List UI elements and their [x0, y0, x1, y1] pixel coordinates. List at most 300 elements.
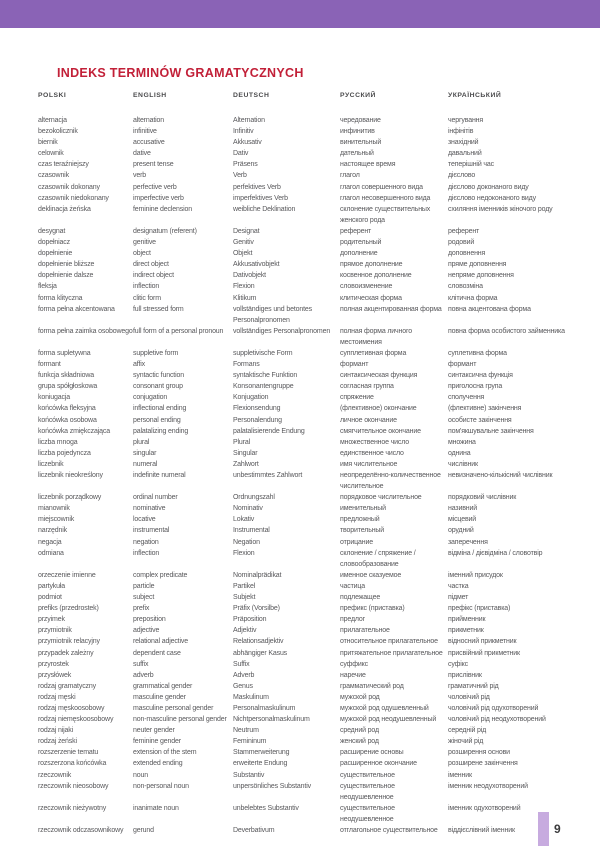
- cell-de: Flexion: [233, 549, 255, 557]
- cell-pl: czasownik dokonany: [38, 183, 100, 191]
- cell-ru: глагол: [340, 172, 360, 180]
- table-row: [38, 492, 578, 503]
- table-row: [38, 304, 578, 326]
- cell-uk: іменник одухотворений: [448, 804, 521, 812]
- cell-de: perfektives Verb: [233, 183, 281, 191]
- cell-de: vollständiges Personalpronomen: [233, 327, 331, 335]
- cell-pl: formant: [38, 361, 61, 369]
- cell-pl: partykuła: [38, 582, 66, 590]
- cell-uk: суфікс: [448, 660, 468, 668]
- column-header-english: ENGLISH: [133, 92, 167, 99]
- cell-uk: знахідний: [448, 139, 479, 147]
- cell-pl: dopełnienie dalsze: [38, 272, 94, 280]
- cell-pl: przymiotnik: [38, 627, 72, 635]
- table-row: [38, 137, 578, 148]
- cell-en: masculine gender: [133, 693, 186, 701]
- cell-ru: подлежащее: [340, 594, 381, 602]
- cell-de: Formans: [233, 361, 260, 369]
- cell-de: Objekt: [233, 250, 253, 258]
- cell-pl: narzędnik: [38, 527, 68, 535]
- cell-pl: rodzaj żeński: [38, 738, 77, 746]
- cell-ru: имя числительное: [340, 460, 398, 468]
- table-row: [38, 259, 578, 270]
- cell-en: personal ending: [133, 416, 181, 424]
- table-row: [38, 237, 578, 248]
- table-row: [38, 159, 578, 170]
- cell-pl: przyrostek: [38, 660, 69, 668]
- cell-ru: наречие: [340, 671, 366, 679]
- cell-ru: существительное неодушевленное: [340, 782, 395, 801]
- cell-uk: числівник: [448, 460, 478, 468]
- cell-uk: заперечення: [448, 538, 488, 546]
- cell-en: palatalizing ending: [133, 427, 189, 435]
- cell-ru: дополнение: [340, 250, 378, 258]
- cell-uk: відміна / дієвідміна / словотвір: [448, 549, 543, 557]
- cell-en: adverb: [133, 671, 154, 679]
- cell-en: negation: [133, 538, 159, 546]
- grammar-terms-index-table: [38, 92, 578, 836]
- cell-pl: rodzaj nijaki: [38, 727, 74, 735]
- cell-de: Personalmaskulinum: [233, 704, 296, 712]
- cell-en: instrumental: [133, 527, 170, 535]
- cell-uk: прийменник: [448, 616, 486, 624]
- cell-en: complex predicate: [133, 571, 188, 579]
- cell-ru: клитическая форма: [340, 294, 402, 302]
- cell-pl: grupa spółgłoskowa: [38, 383, 98, 391]
- cell-en: conjugation: [133, 394, 168, 402]
- cell-pl: liczba mnoga: [38, 438, 78, 446]
- cell-uk: повна форма особистого займенника: [448, 327, 565, 335]
- cell-ru: творительный: [340, 527, 385, 535]
- cell-de: Relationsadjektiv: [233, 638, 284, 646]
- cell-de: Suffix: [233, 660, 250, 668]
- cell-en: suppletive form: [133, 349, 179, 357]
- cell-pl: liczebnik nieokreślony: [38, 472, 103, 479]
- table-row: [38, 503, 578, 514]
- cell-pl: rodzaj gramatyczny: [38, 682, 96, 690]
- table-row: [38, 403, 578, 414]
- column-header-ukrainian: УКРАЇНСЬКИЙ: [448, 92, 502, 99]
- cell-ru: прямое дополнение: [340, 261, 403, 269]
- table-row: [38, 747, 578, 758]
- cell-en: inanimate noun: [133, 804, 179, 812]
- table-row: [38, 636, 578, 647]
- cell-uk: повна акцентована форма: [448, 305, 531, 313]
- cell-ru: глагол совершенного вида: [340, 183, 423, 191]
- cell-en: masculine personal gender: [133, 704, 214, 712]
- cell-ru: смягчительное окончание: [340, 427, 421, 435]
- cell-uk: відносний прикметник: [448, 638, 517, 646]
- table-row: [38, 370, 578, 381]
- cell-pl: forma supletywna: [38, 349, 91, 357]
- cell-uk: іменник: [448, 771, 472, 779]
- top-purple-bar: [0, 0, 600, 28]
- cell-pl: czas teraźniejszy: [38, 161, 89, 169]
- cell-en: full form of a personal pronoun: [133, 327, 224, 335]
- cell-en: non-personal noun: [133, 782, 189, 790]
- cell-pl: przysłówek: [38, 671, 72, 679]
- column-header-polski: POLSKI: [38, 92, 67, 99]
- cell-pl: podmiot: [38, 594, 62, 602]
- cell-en: subject: [133, 594, 155, 602]
- cell-en: extended ending: [133, 760, 183, 768]
- table-row: [38, 803, 578, 825]
- column-header-deutsch: DEUTSCH: [233, 92, 270, 99]
- cell-uk: родовий: [448, 239, 475, 247]
- cell-ru: винительный: [340, 139, 382, 147]
- cell-de: Flexion: [233, 283, 255, 291]
- cell-de: Zahlwort: [233, 460, 259, 468]
- cell-ru: притяжательное прилагательное: [340, 649, 443, 657]
- cell-de: Personalendung: [233, 416, 282, 424]
- cell-ru: префикс (приставка): [340, 605, 405, 613]
- table-row: [38, 326, 578, 348]
- table-row: [38, 825, 578, 836]
- cell-pl: miejscownik: [38, 516, 75, 524]
- table-row: [38, 736, 578, 747]
- cell-uk: чоловічий рід неодухотворений: [448, 716, 546, 724]
- table-row: [38, 570, 578, 581]
- cell-en: dative: [133, 150, 151, 158]
- cell-en: preposition: [133, 616, 166, 624]
- table-row: [38, 670, 578, 681]
- cell-en: noun: [133, 771, 148, 779]
- table-row: [38, 603, 578, 614]
- cell-en: full stressed form: [133, 305, 184, 313]
- cell-pl: rzeczownik odczasownikowy: [38, 827, 124, 834]
- table-row: [38, 170, 578, 181]
- cell-ru: частица: [340, 582, 366, 590]
- cell-de: Instrumental: [233, 527, 270, 535]
- table-row: [38, 681, 578, 692]
- table-row: [38, 348, 578, 359]
- cell-uk: невизначено-кількісний числівник: [448, 472, 553, 479]
- table-row: [38, 392, 578, 403]
- cell-pl: orzeczenie imienne: [38, 571, 96, 579]
- cell-en: accusative: [133, 139, 165, 147]
- cell-ru: единственное число: [340, 449, 404, 457]
- cell-uk: прикметник: [448, 627, 484, 635]
- table-row: [38, 115, 578, 126]
- table-row: [38, 525, 578, 536]
- table-row: [38, 770, 578, 781]
- cell-de: Akkusativ: [233, 139, 262, 147]
- cell-ru: глагол несовершенного вида: [340, 194, 431, 202]
- cell-ru: инфинитив: [340, 128, 375, 136]
- cell-pl: mianownik: [38, 505, 70, 513]
- cell-de: vollständiges und betontes Personalpronomen: [233, 305, 312, 324]
- cell-en: affix: [133, 361, 145, 369]
- table-row: [38, 537, 578, 548]
- cell-pl: liczba pojedyncza: [38, 449, 91, 457]
- table-row: [38, 692, 578, 703]
- cell-de: Nichtpersonalmaskulinum: [233, 716, 310, 724]
- cell-ru: женский род: [340, 738, 379, 746]
- cell-de: syntaktische Funktion: [233, 372, 298, 380]
- cell-pl: dopełniacz: [38, 239, 70, 247]
- cell-uk: розширене закінчення: [448, 760, 518, 768]
- page-number: 9: [554, 822, 561, 836]
- cell-ru: суффикс: [340, 660, 368, 668]
- cell-de: unbestimmtes Zahlwort: [233, 472, 303, 479]
- cell-uk: формант: [448, 361, 477, 369]
- cell-pl: liczebnik: [38, 460, 64, 468]
- cell-ru: расширенное окончание: [340, 760, 417, 768]
- cell-de: erweiterte Endung: [233, 760, 288, 768]
- table-row: [38, 193, 578, 204]
- cell-uk: граматичний рід: [448, 682, 499, 690]
- cell-pl: negacja: [38, 538, 62, 546]
- cell-ru: (флективное) окончание: [340, 405, 417, 413]
- cell-de: Präsens: [233, 161, 258, 169]
- cell-pl: czasownik niedokonany: [38, 194, 109, 202]
- cell-de: Genitiv: [233, 239, 254, 247]
- cell-pl: czasownik: [38, 172, 69, 180]
- cell-ru: неопределённо-количественное числительное: [340, 472, 441, 491]
- cell-uk: однина: [448, 449, 471, 457]
- cell-en: present tense: [133, 161, 174, 169]
- cell-de: Dativ: [233, 150, 249, 158]
- cell-ru: дательный: [340, 150, 374, 158]
- cell-pl: przyimek: [38, 616, 65, 624]
- cell-de: suppletivische Form: [233, 349, 293, 357]
- cell-de: Konsonantengruppe: [233, 383, 294, 391]
- cell-pl: bezokolicznik: [38, 128, 78, 136]
- cell-uk: теперішній час: [448, 161, 494, 169]
- cell-en: indefinite numeral: [133, 472, 186, 479]
- cell-de: Deverbativum: [233, 827, 275, 834]
- table-row: [38, 703, 578, 714]
- table-row: [38, 581, 578, 592]
- table-row: [38, 659, 578, 670]
- cell-uk: непряме доповнення: [448, 272, 514, 280]
- cell-uk: сполучення: [448, 394, 485, 402]
- cell-uk: чергування: [448, 117, 484, 124]
- cell-uk: приголосна група: [448, 383, 503, 391]
- table-row: [38, 448, 578, 459]
- cell-pl: końcówka zmiękczająca: [38, 427, 110, 435]
- cell-de: weibliche Deklination: [233, 205, 296, 213]
- cell-uk: словозміна: [448, 283, 483, 291]
- cell-pl: deklinacja żeńska: [38, 205, 91, 213]
- table-row: [38, 126, 578, 137]
- table-row: [38, 614, 578, 625]
- cell-de: Dativobjekt: [233, 272, 266, 280]
- cell-uk: множина: [448, 438, 476, 446]
- cell-uk: синтаксична функція: [448, 372, 513, 380]
- cell-pl: rodzaj męski: [38, 693, 76, 701]
- cell-ru: относительное прилагательное: [340, 638, 438, 646]
- cell-de: Substantiv: [233, 771, 265, 779]
- cell-ru: прилагательное: [340, 627, 390, 635]
- cell-de: Genus: [233, 682, 253, 690]
- cell-ru: спряжение: [340, 394, 374, 402]
- table-row: [38, 725, 578, 736]
- cell-uk: орудний: [448, 527, 474, 535]
- cell-uk: суплетивна форма: [448, 349, 507, 357]
- cell-ru: склонение существительных женского рода: [340, 205, 431, 224]
- cell-de: Designat: [233, 227, 260, 235]
- cell-en: prefix: [133, 605, 150, 613]
- cell-ru: предлог: [340, 616, 366, 624]
- cell-pl: forma pełna akcentowana: [38, 305, 115, 313]
- cell-pl: odmiana: [38, 549, 64, 557]
- cell-ru: полная акцентированная форма: [340, 305, 442, 313]
- cell-pl: alternacja: [38, 117, 67, 124]
- cell-uk: пом'якшувальне закінчення: [448, 427, 534, 435]
- cell-pl: rzeczownik nieosobowy: [38, 782, 109, 790]
- cell-ru: настоящее время: [340, 161, 396, 169]
- cell-de: Alternation: [233, 117, 265, 124]
- page-number-tab: [538, 812, 549, 846]
- cell-de: Femininum: [233, 738, 267, 746]
- cell-en: syntactic function: [133, 372, 184, 380]
- table-row: [38, 226, 578, 237]
- cell-uk: доповнення: [448, 250, 486, 258]
- cell-de: Lokativ: [233, 516, 255, 524]
- cell-ru: формант: [340, 361, 369, 369]
- table-row: [38, 592, 578, 603]
- cell-de: Ordnungszahl: [233, 494, 275, 502]
- cell-en: nominative: [133, 505, 166, 513]
- cell-ru: множественное число: [340, 438, 410, 446]
- cell-uk: дієслово доконаного виду: [448, 183, 529, 191]
- cell-pl: celownik: [38, 150, 64, 158]
- cell-ru: мужской род: [340, 693, 380, 701]
- cell-pl: dopełnienie: [38, 250, 73, 258]
- cell-de: Neutrum: [233, 727, 259, 735]
- table-row: [38, 415, 578, 426]
- table-header-row: [38, 92, 578, 99]
- cell-en: verb: [133, 172, 147, 180]
- cell-en: plural: [133, 438, 150, 446]
- cell-ru: словоизменение: [340, 283, 393, 291]
- cell-ru: согласная группа: [340, 383, 394, 391]
- cell-pl: prefiks (przedrostek): [38, 605, 99, 613]
- cell-de: Subjekt: [233, 594, 256, 602]
- cell-uk: жіночий рід: [448, 738, 484, 746]
- index-table-rows: [38, 115, 578, 836]
- table-row: [38, 548, 578, 570]
- cell-de: abhängiger Kasus: [233, 649, 288, 657]
- cell-en: non-masculine personal gender: [133, 716, 227, 724]
- cell-ru: мужской род одушевленный: [340, 704, 429, 712]
- cell-de: Negation: [233, 538, 260, 546]
- cell-de: Adjektiv: [233, 627, 257, 635]
- table-row: [38, 459, 578, 470]
- cell-de: Akkusativobjekt: [233, 261, 280, 269]
- cell-ru: полная форма личного местоимения: [340, 327, 412, 346]
- cell-uk: давальний: [448, 150, 482, 158]
- cell-de: Singular: [233, 449, 258, 457]
- cell-en: feminine gender: [133, 738, 181, 746]
- cell-ru: личное окончание: [340, 416, 397, 424]
- cell-uk: дієслово недоконаного виду: [448, 194, 536, 202]
- cell-de: Nominativ: [233, 505, 263, 513]
- table-row: [38, 470, 578, 492]
- cell-pl: funkcja składniowa: [38, 372, 95, 380]
- cell-ru: референт: [340, 227, 372, 235]
- cell-en: singular: [133, 449, 157, 457]
- table-row: [38, 625, 578, 636]
- cell-uk: частка: [448, 582, 469, 590]
- cell-en: designatum (referent): [133, 227, 197, 235]
- cell-de: unpersönliches Substantiv: [233, 782, 311, 790]
- cell-en: gerund: [133, 827, 154, 834]
- table-row: [38, 781, 578, 803]
- cell-en: perfective verb: [133, 183, 177, 191]
- cell-pl: rodzaj męskoosobowy: [38, 704, 105, 712]
- table-row: [38, 426, 578, 437]
- cell-pl: liczebnik porządkowy: [38, 494, 102, 502]
- cell-en: ordinal number: [133, 494, 178, 502]
- cell-en: inflection: [133, 283, 160, 291]
- table-row: [38, 248, 578, 259]
- cell-de: Präfix (Vorsilbe): [233, 605, 280, 613]
- table-row: [38, 182, 578, 193]
- cell-uk: місцевий: [448, 516, 477, 524]
- table-row: [38, 293, 578, 304]
- cell-de: imperfektives Verb: [233, 194, 288, 202]
- cell-uk: чоловічий рід одухотворений: [448, 704, 539, 712]
- cell-de: Klitikum: [233, 294, 257, 302]
- table-row: [38, 648, 578, 659]
- cell-uk: особисте закінчення: [448, 416, 512, 424]
- cell-uk: префікс (приставка): [448, 605, 511, 613]
- cell-de: palatalisierende Endung: [233, 427, 305, 435]
- cell-ru: грамматический род: [340, 682, 404, 690]
- cell-en: neuter gender: [133, 727, 175, 735]
- cell-en: infinitive: [133, 128, 157, 136]
- cell-de: Partikel: [233, 582, 256, 590]
- table-row: [38, 514, 578, 525]
- cell-de: Konjugation: [233, 394, 269, 402]
- cell-en: extension of the stem: [133, 749, 197, 757]
- cell-ru: синтаксическая функция: [340, 372, 418, 380]
- cell-en: direct object: [133, 261, 169, 269]
- cell-de: Infinitiv: [233, 128, 254, 136]
- cell-de: Stammerweiterung: [233, 749, 290, 757]
- cell-pl: rzeczownik: [38, 771, 72, 779]
- cell-ru: мужской род неодушевленный: [340, 716, 437, 724]
- cell-uk: присвійний прикметник: [448, 649, 520, 657]
- table-row: [38, 714, 578, 725]
- cell-uk: середній рід: [448, 727, 487, 735]
- page-title: INDEKS TERMINÓW GRAMATYCZNYCH: [57, 66, 304, 80]
- cell-en: locative: [133, 516, 156, 524]
- cell-ru: именное сказуемое: [340, 571, 402, 579]
- cell-de: Nominalprädikat: [233, 571, 282, 579]
- cell-en: inflection: [133, 549, 160, 557]
- table-row: [38, 148, 578, 159]
- cell-uk: підмет: [448, 594, 469, 602]
- cell-de: Maskulinum: [233, 693, 269, 701]
- cell-pl: rozszerzona końcówka: [38, 760, 107, 768]
- cell-ru: чередование: [340, 117, 381, 124]
- cell-ru: отрицание: [340, 538, 373, 546]
- cell-uk: називний: [448, 505, 478, 513]
- cell-pl: forma klityczna: [38, 294, 83, 302]
- cell-uk: прислівник: [448, 671, 482, 679]
- cell-en: feminine declension: [133, 205, 193, 213]
- table-row: [38, 381, 578, 392]
- cell-en: object: [133, 250, 151, 258]
- cell-de: Präposition: [233, 616, 267, 624]
- cell-uk: іменник неодухотворений: [448, 782, 528, 790]
- cell-pl: rzeczownik nieżywotny: [38, 804, 107, 812]
- cell-en: dependent case: [133, 649, 181, 657]
- cell-en: particle: [133, 582, 155, 590]
